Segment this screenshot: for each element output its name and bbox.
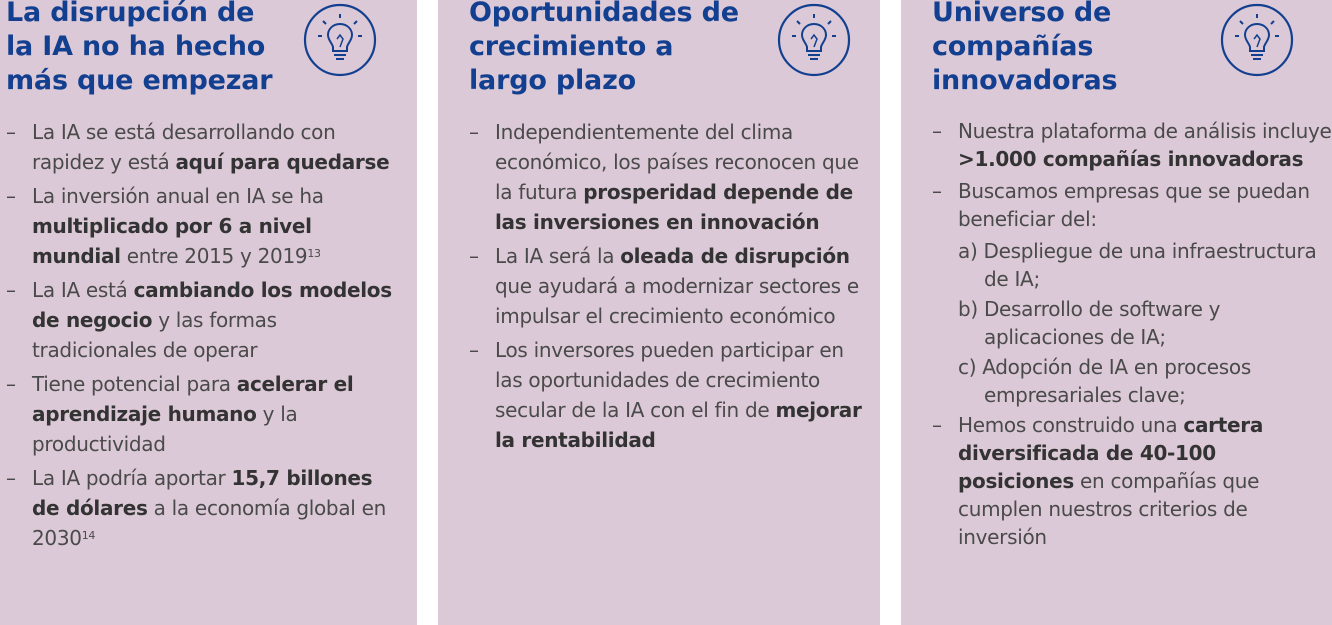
item-bold-text: 15,7 billones de dólares [32, 466, 373, 520]
bullet-list [6, 117, 406, 557]
dash-marker: – [932, 179, 942, 203]
dash-marker: – [469, 120, 479, 144]
item-text: La inversión anual en IA se ha [32, 184, 324, 208]
item-text: La IA está [32, 278, 134, 302]
item-text: La IA se está desarrollando con rapidez y está [32, 120, 336, 174]
dash-marker: – [932, 119, 942, 143]
item-text: y las formas tradicionales de operar [32, 308, 277, 362]
panel-ai-disruption [0, 0, 417, 625]
list-item [6, 463, 406, 553]
dash-marker: – [6, 466, 16, 490]
sub-item-text: a) Despliegue de una infraestructura de IA; [958, 239, 1317, 291]
item-bold-text: oleada de disrupción [620, 244, 850, 268]
sub-item-text: b) Desarrollo de software y aplicaciones de IA; [958, 297, 1221, 349]
item-text: Los inversores pueden participar en las oportunidades de crecimiento secular de la IA con el fin de [495, 338, 844, 422]
list-item [6, 117, 406, 177]
title-line: Oportunidades de [469, 0, 739, 28]
panel-title [932, 0, 1117, 98]
item-text: Buscamos empresas que se puedan beneficiar del: [958, 179, 1310, 231]
sub-list-item [932, 353, 1332, 409]
title-line: La disrupción de [6, 0, 255, 28]
panel-long-term-growth [438, 0, 880, 625]
sub-list-item [932, 295, 1332, 351]
item-text: Nuestra plataforma de análisis incluye [958, 119, 1332, 143]
item-bold-text: >1.000 compañías innovadoras [958, 147, 1304, 171]
item-text: a la economía global en 2030 [32, 496, 386, 550]
dash-marker: – [6, 120, 16, 144]
lightbulb-icon [302, 2, 378, 78]
item-text: La IA será la [495, 244, 621, 268]
title-line: compañías [932, 31, 1094, 62]
item-text: Independientemente del clima económico, los países reconocen que la futura [495, 120, 859, 204]
item-bold-text: multiplicado por 6 a nivel mundial [32, 214, 312, 268]
item-text: Tiene potencial para [32, 372, 237, 396]
item-bold-text: prosperidad depende de las inversiones en innovación [495, 180, 853, 234]
dash-marker: – [469, 244, 479, 268]
list-item [6, 181, 406, 271]
lightbulb-icon [776, 2, 852, 78]
title-line: crecimiento a [469, 31, 674, 62]
dash-marker: – [6, 184, 16, 208]
item-text: La IA podría aportar [32, 466, 232, 490]
panel-title [469, 0, 739, 98]
bullet-list [932, 117, 1332, 555]
item-text: y la productividad [32, 402, 298, 456]
title-line: innovadoras [932, 65, 1118, 96]
item-text: Hemos construido una [958, 413, 1184, 437]
list-item [6, 369, 406, 459]
list-item [932, 117, 1332, 173]
sub-item-text: c) Adopción de IA en procesos empresariales clave; [958, 355, 1251, 407]
list-item [469, 241, 875, 331]
lightbulb-icon [1219, 2, 1295, 78]
title-line: más que empezar [6, 65, 273, 96]
panel-title [6, 0, 272, 98]
list-item [469, 117, 875, 237]
item-bold-text: cambiando los modelos de negocio [32, 278, 392, 332]
dash-marker: – [932, 413, 942, 437]
footnote-ref: 13 [307, 247, 321, 260]
title-line: la IA no ha hecho [6, 31, 266, 62]
item-text: entre 2015 y 2019 [120, 244, 308, 268]
panel-innovative-universe [901, 0, 1332, 625]
title-line: Universo de [932, 0, 1112, 28]
item-bold-text: mejorar la rentabilidad [495, 398, 862, 452]
dash-marker: – [469, 338, 479, 362]
dash-marker: – [6, 372, 16, 396]
title-line: largo plazo [469, 65, 636, 96]
list-item [6, 275, 406, 365]
bullet-list [469, 117, 875, 459]
item-bold-text: aquí para quedarse [175, 150, 390, 174]
list-item [932, 177, 1332, 233]
item-bold-text: cartera diversificada de 40-100 posiciones [958, 413, 1264, 493]
item-text: en compañías que cumplen nuestros criterios de inversión [958, 469, 1260, 549]
item-bold-text: acelerar el aprendizaje humano [32, 372, 354, 426]
list-item [932, 411, 1332, 551]
footnote-ref: 14 [81, 529, 96, 542]
item-text: que ayudará a modernizar sectores e impulsar el crecimiento económico [495, 274, 859, 328]
sub-list-item [932, 237, 1332, 293]
list-item [469, 335, 875, 455]
dash-marker: – [6, 278, 16, 302]
